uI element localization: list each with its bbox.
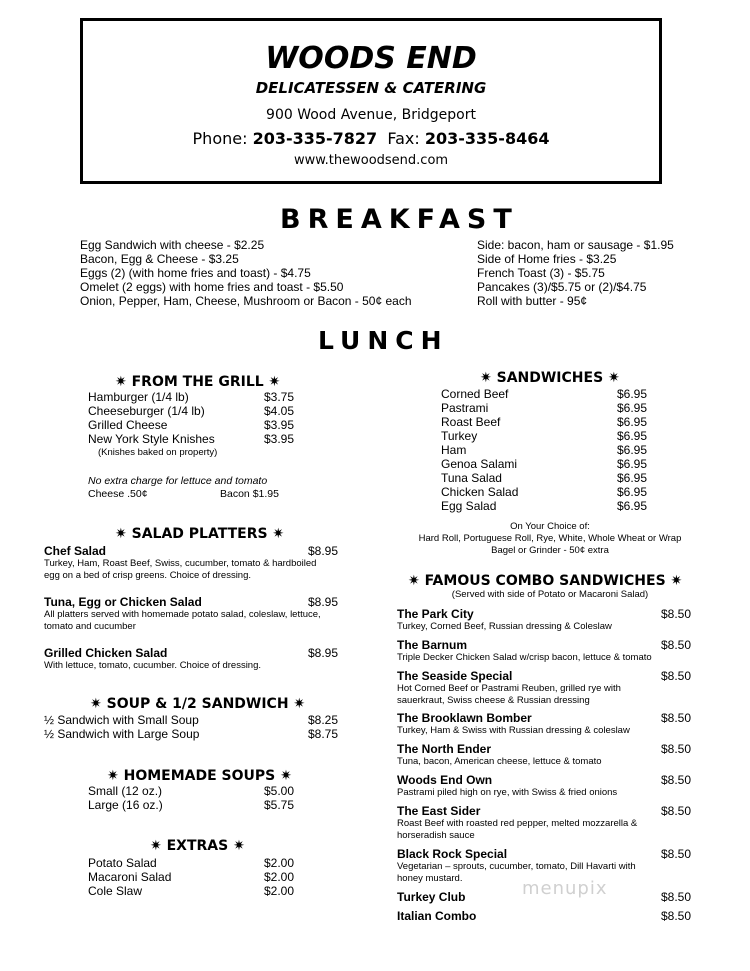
- list-item: [441, 401, 671, 415]
- item-price: $3.75: [264, 390, 295, 404]
- knish-note: (Knishes baked on property): [98, 447, 218, 458]
- list-item: [88, 404, 318, 418]
- item-desc: tomato and cucumber: [44, 621, 136, 632]
- item-name: Cheeseburger (1/4 lb): [88, 404, 205, 418]
- list-item: [441, 429, 671, 443]
- item-price: $6.95: [617, 499, 648, 513]
- item-name: Potato Salad: [88, 856, 157, 870]
- combo-title: ✷ FAMOUS COMBO SANDWICHES ✷: [408, 573, 683, 589]
- item-desc: Turkey, Corned Beef, Russian dressing & Coleslaw: [397, 621, 612, 632]
- soups-title: ✷ HOMEMADE SOUPS ✷: [107, 768, 292, 784]
- item-desc: Vegetarian – sprouts, cucumber, tomato, Dill Havarti with: [397, 861, 636, 872]
- item-price: $5.75: [264, 798, 295, 812]
- list-item: [441, 415, 671, 429]
- breakfast-right-list: [477, 238, 674, 308]
- item-name: Small (12 oz.): [88, 784, 163, 798]
- list-item: [88, 798, 318, 812]
- list-item: [441, 457, 671, 471]
- extras-title: ✷ EXTRAS ✷: [150, 838, 245, 854]
- item-price: $6.95: [617, 457, 648, 471]
- item-price: $8.50: [661, 711, 692, 725]
- bread-choice-note: [400, 521, 700, 557]
- item-price: $8.95: [308, 544, 339, 558]
- combo-item: [397, 638, 697, 664]
- item-price: $6.95: [617, 485, 648, 499]
- list-item: [441, 471, 671, 485]
- item-desc: Tuna, bacon, American cheese, lettuce & tomato: [397, 756, 602, 767]
- item-desc: horseradish sauce: [397, 830, 475, 841]
- fax-label: Fax:: [387, 129, 420, 148]
- item-name: The East Sider: [397, 804, 481, 818]
- item-desc: Pastrami piled high on rye, with Swiss & fried onions: [397, 787, 618, 798]
- soups-list: [88, 784, 318, 812]
- item-name: Chicken Salad: [441, 485, 519, 499]
- item-price: $8.95: [308, 646, 339, 660]
- item-name: Genoa Salami: [441, 457, 518, 471]
- item-price: $2.00: [264, 856, 295, 870]
- bacon-extra: Bacon $1.95: [220, 488, 279, 500]
- soup-sandwich-title: ✷ SOUP & 1/2 SANDWICH ✷: [90, 696, 306, 712]
- header-box: [80, 18, 662, 184]
- item-name: Roast Beef: [441, 415, 501, 429]
- item-name: Turkey Club: [397, 890, 466, 904]
- item-name: The Barnum: [397, 638, 468, 652]
- list-item: [441, 443, 671, 457]
- item-name: The Park City: [397, 607, 474, 621]
- salad-item: [44, 646, 354, 672]
- item-price: $8.95: [308, 595, 339, 609]
- item-name: The North Ender: [397, 742, 492, 756]
- item-name: Pastrami: [441, 401, 489, 415]
- item-desc: sauerkraut, Swiss cheese & Russian dressing: [397, 695, 590, 706]
- item-price: $8.75: [308, 727, 339, 741]
- combo-item: [397, 804, 697, 842]
- phone-fax-line: [83, 129, 659, 148]
- list-item: [88, 870, 318, 884]
- item-price: $6.95: [617, 401, 648, 415]
- item-desc: Turkey, Ham & Swiss with Russian dressing & coleslaw: [397, 725, 630, 736]
- menupix-watermark: menupix: [522, 878, 608, 899]
- item-name: Egg Salad: [441, 499, 497, 513]
- item-price: $8.50: [661, 669, 692, 683]
- item-name: Hamburger (1/4 lb): [88, 390, 189, 404]
- item-price: $3.95: [264, 432, 295, 446]
- list-item: Side: bacon, ham or sausage - $1.95: [477, 238, 674, 252]
- item-name: Large (16 oz.): [88, 798, 163, 812]
- list-item: Eggs (2) (with home fries and toast) - $4.75: [80, 266, 311, 280]
- combo-item: [397, 773, 697, 799]
- list-item: Onion, Pepper, Ham, Cheese, Mushroom or Bacon - 50¢ each: [80, 294, 412, 308]
- item-name: The Seaside Special: [397, 669, 513, 683]
- item-price: $3.95: [264, 418, 295, 432]
- item-price: $8.50: [661, 607, 692, 621]
- list-item: Bacon, Egg & Cheese - $3.25: [80, 252, 239, 266]
- item-price: $8.25: [308, 713, 339, 727]
- list-item: Side of Home fries - $3.25: [477, 252, 617, 266]
- salad-item: [44, 595, 354, 633]
- address: 900 Wood Avenue, Bridgeport: [266, 107, 476, 123]
- list-item: Pancakes (3)/$5.75 or (2)/$4.75: [477, 280, 647, 294]
- breakfast-left-list: [80, 238, 412, 308]
- item-name: ½ Sandwich with Large Soup: [44, 727, 200, 741]
- list-item: [88, 884, 318, 898]
- sandwiches-list: [441, 387, 671, 513]
- item-name: ½ Sandwich with Small Soup: [44, 713, 199, 727]
- item-desc: All platters served with homemade potato salad, coleslaw, lettuce,: [44, 609, 321, 620]
- extras-list: [88, 856, 318, 898]
- item-name: Grilled Cheese: [88, 418, 168, 432]
- item-desc: egg on a bed of crisp greens. Choice of dressing.: [44, 570, 252, 581]
- item-name: Tuna, Egg or Chicken Salad: [44, 595, 202, 609]
- note-line: Bagel or Grinder - 50¢ extra: [491, 545, 609, 556]
- restaurant-name: WOODS END: [265, 41, 477, 76]
- phone-number: 203-335-7827: [252, 129, 378, 148]
- list-item: [88, 856, 318, 870]
- lunch-heading: LUNCH: [318, 326, 449, 355]
- item-price: $8.50: [661, 638, 692, 652]
- item-name: Chef Salad: [44, 544, 107, 558]
- list-item: [441, 387, 671, 401]
- item-price: $6.95: [617, 429, 648, 443]
- list-item: [441, 485, 671, 499]
- list-item: Omelet (2 eggs) with home fries and toast - $5.50: [80, 280, 344, 294]
- list-item: French Toast (3) - $5.75: [477, 266, 605, 280]
- list-item: Roll with butter - 95¢: [477, 294, 588, 308]
- salad-item: [44, 544, 354, 582]
- item-desc: Hot Corned Beef or Pastrami Reuben, grilled rye with: [397, 683, 621, 694]
- list-item: [44, 713, 354, 727]
- phone-label: Phone:: [192, 129, 248, 148]
- restaurant-subtitle: DELICATESSEN & CATERING: [255, 79, 487, 97]
- item-price: $8.50: [661, 742, 692, 756]
- salad-title: ✷ SALAD PLATTERS ✷: [115, 526, 285, 542]
- lettuce-tomato-note: No extra charge for lettuce and tomato: [88, 475, 268, 487]
- item-price: $8.50: [661, 804, 692, 818]
- item-desc: Roast Beef with roasted red pepper, melted mozzarella &: [397, 818, 638, 829]
- item-price: $8.50: [661, 909, 692, 923]
- list-item: Egg Sandwich with cheese - $2.25: [80, 238, 265, 252]
- item-price: $6.95: [617, 415, 648, 429]
- item-price: $4.05: [264, 404, 295, 418]
- sandwiches-title: ✷ SANDWICHES ✷: [480, 370, 620, 386]
- combo-item: [397, 909, 697, 923]
- item-name: Tuna Salad: [441, 471, 502, 485]
- item-price: $2.00: [264, 884, 295, 898]
- item-name: Turkey: [441, 429, 478, 443]
- item-price: $6.95: [617, 471, 648, 485]
- item-price: $8.50: [661, 847, 692, 861]
- item-desc: With lettuce, tomato, cucumber. Choice of dressing.: [44, 660, 262, 671]
- item-price: $6.95: [617, 387, 648, 401]
- item-name: The Brooklawn Bomber: [397, 711, 532, 725]
- item-price: $6.95: [617, 443, 648, 457]
- grill-list: [88, 390, 318, 446]
- combo-item: [397, 711, 697, 737]
- list-item: [44, 727, 354, 741]
- breakfast-heading: BREAKFAST: [280, 204, 519, 235]
- website: www.thewoodsend.com: [293, 153, 449, 168]
- item-desc: Triple Decker Chicken Salad w/crisp bacon, lettuce & tomato: [397, 652, 652, 663]
- combo-item: [397, 669, 697, 707]
- item-price: $8.50: [661, 890, 692, 904]
- combo-item: [397, 742, 697, 768]
- list-item: [88, 418, 318, 432]
- note-line: On Your Choice of:: [510, 521, 590, 532]
- item-name: Corned Beef: [441, 387, 509, 401]
- item-price: $8.50: [661, 773, 692, 787]
- item-desc: Turkey, Ham, Roast Beef, Swiss, cucumber, tomato & hardboiled: [44, 558, 317, 569]
- item-name: Black Rock Special: [397, 847, 508, 861]
- list-item: [88, 784, 318, 798]
- list-item: [441, 499, 671, 513]
- item-name: Woods End Own: [397, 773, 493, 787]
- note-line: Hard Roll, Portuguese Roll, Rye, White, Whole Wheat or Wrap: [418, 533, 682, 544]
- item-desc: honey mustard.: [397, 873, 463, 884]
- item-name: Grilled Chicken Salad: [44, 646, 168, 660]
- list-item: [88, 390, 318, 404]
- soup-sandwich-list: [44, 713, 354, 741]
- fax-number: 203-335-8464: [424, 129, 550, 148]
- item-name: Cole Slaw: [88, 884, 143, 898]
- item-price: $2.00: [264, 870, 295, 884]
- list-item: [88, 432, 318, 446]
- grill-title: ✷ FROM THE GRILL ✷: [115, 374, 281, 390]
- item-name: New York Style Knishes: [88, 432, 215, 446]
- cheese-extra: Cheese .50¢: [88, 488, 148, 500]
- item-name: Ham: [441, 443, 467, 457]
- item-name: Macaroni Salad: [88, 870, 172, 884]
- item-price: $5.00: [264, 784, 295, 798]
- combo-note: (Served with side of Potato or Macaroni Salad): [451, 589, 649, 600]
- item-name: Italian Combo: [397, 909, 477, 923]
- combo-item: [397, 607, 697, 633]
